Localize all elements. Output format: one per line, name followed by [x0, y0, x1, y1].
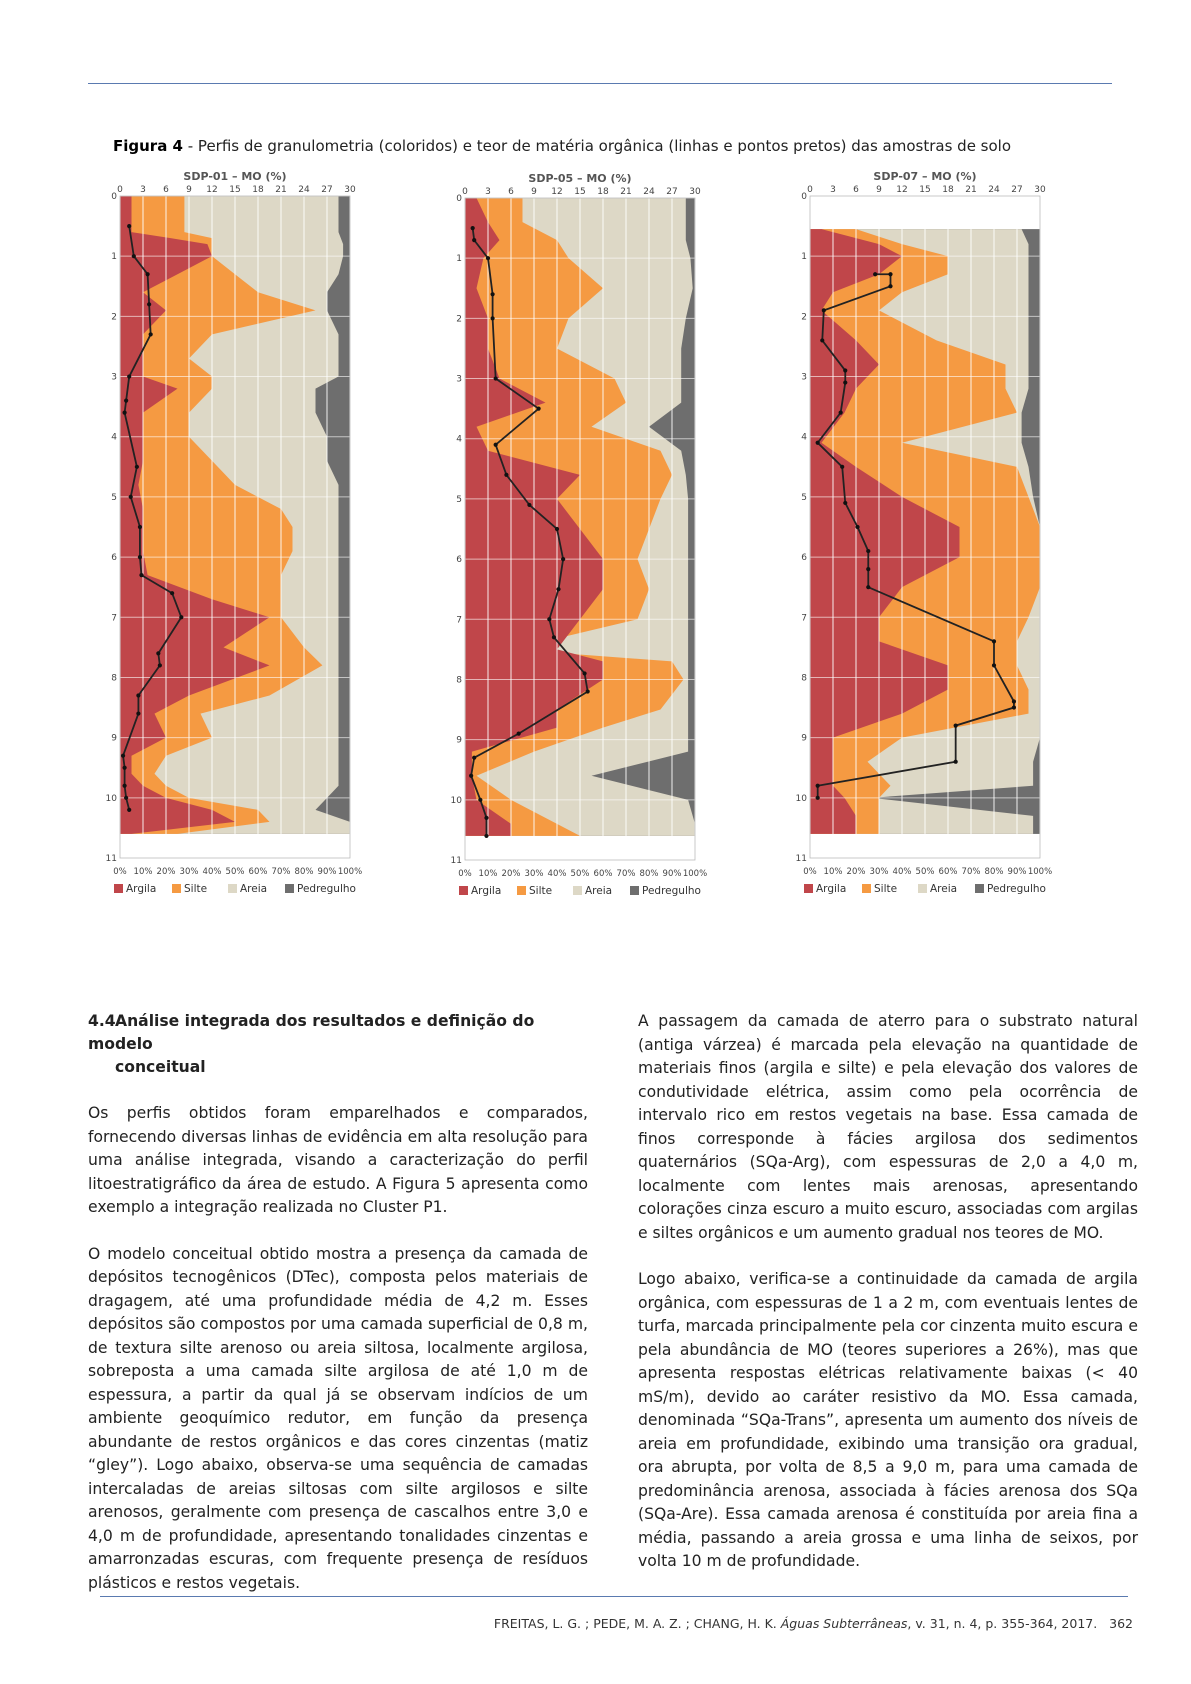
bottom-tick-label: 50%: [915, 867, 935, 877]
mo-point: [992, 639, 996, 643]
top-tick-label: 21: [275, 185, 287, 195]
top-tick-label: 12: [551, 187, 563, 197]
depth-tick-label: 2: [111, 312, 117, 323]
legend-label: Silte: [529, 885, 553, 897]
top-tick-label: 15: [919, 185, 931, 195]
bottom-tick-label: 10%: [823, 867, 843, 877]
bottom-tick-label: 60%: [248, 867, 268, 877]
legend-label: Silte: [874, 883, 898, 895]
legend-label: Argila: [471, 885, 502, 897]
depth-tick-label: 5: [111, 492, 117, 503]
mo-point: [124, 796, 128, 800]
legend-label: Areia: [240, 883, 268, 895]
mo-point: [179, 615, 183, 619]
section-title-line2: conceitual: [115, 1058, 206, 1076]
depth-tick-label: 8: [801, 673, 807, 684]
section-number: 4.4: [88, 1012, 116, 1030]
legend-label: Pedregulho: [987, 883, 1046, 895]
mo-point: [491, 292, 495, 296]
depth-tick-label: 6: [456, 555, 462, 566]
bottom-tick-label: 0%: [458, 869, 472, 879]
bottom-tick-label: 20%: [846, 867, 866, 877]
top-tick-label: 9: [876, 185, 882, 195]
bottom-tick-label: 40%: [892, 867, 912, 877]
mo-point: [843, 501, 847, 505]
mo-point: [954, 760, 958, 764]
bottom-tick-label: 60%: [938, 867, 958, 877]
mo-point: [149, 332, 153, 336]
figure-caption-text: - Perfis de granulometria (coloridos) e teor de matéria orgânica (linhas e pontos pretos) das amostras de solo: [182, 137, 1012, 155]
bottom-tick-label: 20%: [156, 867, 176, 877]
top-tick-label: 3: [830, 185, 836, 195]
legend-swatch: [114, 884, 123, 893]
top-tick-label: 0: [807, 185, 813, 195]
top-tick-label: 6: [163, 185, 169, 195]
depth-tick-label: 3: [801, 372, 807, 383]
depth-tick-label: 10: [105, 793, 117, 804]
mo-point: [840, 465, 844, 469]
depth-tick-label: 11: [105, 854, 117, 864]
top-tick-label: 9: [531, 187, 537, 197]
legend-swatch: [228, 884, 237, 893]
depth-tick-label: 5: [456, 494, 462, 505]
mo-point: [843, 368, 847, 372]
bottom-tick-label: 80%: [984, 867, 1004, 877]
mo-point: [135, 465, 139, 469]
bottom-tick-label: 80%: [294, 867, 314, 877]
footer-rule: [100, 1596, 1128, 1597]
depth-tick-label: 4: [801, 432, 807, 443]
top-tick-label: 30: [1034, 185, 1046, 195]
mo-point: [537, 407, 541, 411]
chart-title: SDP-05 – MO (%): [528, 172, 632, 185]
top-tick-label: 0: [462, 187, 468, 197]
mo-point: [139, 573, 143, 577]
depth-tick-label: 1: [456, 254, 462, 265]
mo-point: [561, 557, 565, 561]
mo-point: [816, 784, 820, 788]
mo-point: [472, 238, 476, 242]
top-tick-label: 21: [620, 187, 632, 197]
legend-swatch: [573, 886, 582, 895]
bottom-tick-label: 80%: [639, 869, 659, 879]
top-tick-label: 18: [252, 185, 264, 195]
mo-point: [121, 754, 125, 758]
legend-swatch: [630, 886, 639, 895]
mo-point: [504, 473, 508, 477]
footer-authors: FREITAS, L. G. ; PEDE, M. A. Z. ; CHANG, H. K.: [493, 1616, 781, 1631]
top-tick-label: 21: [965, 185, 977, 195]
legend-label: Argila: [126, 883, 157, 895]
legend-label: Pedregulho: [297, 883, 356, 895]
bottom-tick-label: 100%: [1027, 867, 1053, 877]
bottom-tick-label: 0%: [803, 867, 817, 877]
bottom-tick-label: 70%: [616, 869, 636, 879]
mo-point: [822, 308, 826, 312]
depth-tick-label: 10: [795, 793, 807, 804]
mo-point: [484, 834, 488, 838]
top-tick-label: 27: [666, 187, 678, 197]
mo-point: [469, 774, 473, 778]
chart-sdp-01: [105, 168, 385, 968]
page-footer: [494, 1616, 1133, 1631]
bottom-tick-label: 30%: [869, 867, 889, 877]
top-tick-label: 6: [508, 187, 514, 197]
mo-point: [527, 503, 531, 507]
mo-point: [1012, 699, 1016, 703]
header-rule: [88, 83, 1112, 84]
mo-point: [816, 796, 820, 800]
depth-tick-label: 2: [801, 312, 807, 323]
top-tick-label: 24: [988, 185, 1000, 195]
chart-sdp-05: [450, 170, 735, 970]
depth-tick-label: 9: [111, 733, 117, 744]
bottom-tick-label: 10%: [478, 869, 498, 879]
top-tick-label: 18: [597, 187, 609, 197]
paragraph: O modelo conceitual obtido mostra a presença da camada de depósitos tecnogênicos (DTec), composta pelos materiais de dragagem, até uma profundidade média de 4,2 m. Esses depósitos são compostos por uma camada superficial de 0,8 m, de textura silte arenoso ou areia siltosa, localmente argilosa, sobreposta a uma camada silte argilosa de até 1,0 m de espessura, a partir da qual já se observam indícios de um ambiente geoquímico redutor, em função da presença abundante de restos orgânicos e das cores cinzentas (matiz “gley”). Logo abaixo, observa-se uma sequência de camadas intercaladas de areias siltosas com silte argilosos e silte arenosos, geralmente com presença de cascalhos entre 3,0 e 4,0 m de profundidade, apresentando tonalidades cinzentas e amarronzadas escuras, com frequente presença de resíduos plásticos e restos vegetais.: [88, 1244, 588, 1592]
depth-tick-label: 11: [795, 854, 807, 864]
bottom-tick-label: 40%: [202, 867, 222, 877]
depth-tick-label: 4: [456, 434, 462, 445]
top-tick-label: 15: [229, 185, 241, 195]
depth-tick-label: 4: [111, 432, 117, 443]
legend-label: Pedregulho: [642, 885, 701, 897]
depth-tick-label: 9: [456, 735, 462, 746]
paragraph: Os perfis obtidos foram emparelhados e comparados, fornecendo diversas linhas de evidência em alta resolução para uma análise integrada, visando a caracterização do perfil litoestratigráfico da área de estudo. A Figura 5 apresenta como exemplo a integração realizada no Cluster P1.: [88, 1104, 588, 1216]
bottom-tick-label: 50%: [225, 867, 245, 877]
depth-tick-label: 1: [111, 252, 117, 263]
bottom-tick-label: 90%: [317, 867, 337, 877]
mo-point: [866, 549, 870, 553]
bottom-tick-label: 30%: [524, 869, 544, 879]
depth-tick-label: 11: [450, 856, 462, 866]
mo-point: [158, 663, 162, 667]
chart-title: SDP-01 – MO (%): [183, 170, 287, 183]
paragraph: A passagem da camada de aterro para o substrato natural (antiga várzea) é marcada pela elevação na quantidade de materiais finos (argila e silte) e pela elevação dos valores de condutividade elétrica, assim como pela ocorrência de intervalo rico em restos vegetais na base. Essa camada de finos corresponde à fácies argilosa dos sedimentos quaternários (SQa-Arg), com espessuras de 2,0 a 4,0 m, localmente com lentes mais arenosas, apresentando colorações cinza escuro a muito escuro, associadas com argilas e siltes orgânicos e um aumento gradual nos teores de MO.: [638, 1012, 1138, 1242]
mo-point: [839, 411, 843, 415]
top-tick-label: 3: [485, 187, 491, 197]
mo-point: [547, 617, 551, 621]
depth-tick-label: 3: [111, 372, 117, 383]
mo-point: [123, 766, 127, 770]
depth-tick-label: 7: [801, 613, 807, 624]
mo-point: [552, 635, 556, 639]
mo-point: [472, 756, 476, 760]
mo-point: [1012, 705, 1016, 709]
figure-label: Figura 4: [113, 137, 183, 155]
mo-point: [146, 272, 150, 276]
legend-swatch: [918, 884, 927, 893]
mo-point: [843, 380, 847, 384]
mo-point: [855, 525, 859, 529]
depth-tick-label: 0: [801, 192, 807, 202]
mo-point: [873, 272, 877, 276]
mo-point: [124, 399, 128, 403]
legend-swatch: [804, 884, 813, 893]
text-column-right: [638, 1010, 1138, 1597]
top-tick-label: 3: [140, 185, 146, 195]
top-tick-label: 12: [206, 185, 218, 195]
mo-point: [866, 585, 870, 589]
mo-point: [129, 495, 133, 499]
depth-tick-label: 5: [801, 492, 807, 503]
text-column-left: [88, 1010, 588, 1618]
mo-point: [127, 808, 131, 812]
mo-point: [170, 591, 174, 595]
depth-tick-label: 10: [450, 795, 462, 806]
bottom-tick-label: 40%: [547, 869, 567, 879]
legend-swatch: [285, 884, 294, 893]
bottom-tick-label: 30%: [179, 867, 199, 877]
depth-tick-label: 8: [456, 675, 462, 686]
bottom-tick-label: 20%: [501, 869, 521, 879]
footer-citation: , v. 31, n. 4, p. 355-364, 2017.: [907, 1616, 1098, 1631]
mo-point: [138, 525, 142, 529]
mo-point: [156, 651, 160, 655]
mo-point: [816, 441, 820, 445]
paragraph: Logo abaixo, verifica-se a continuidade da camada de argila orgânica, com espessuras de 1 a 2 m, com eventuais lentes de turfa, marcada principalmente pela cor cinzenta muito escura e pela abundância de MO (teores superiores a 26%), mas que apresenta respostas elétricas relativamente baixas (< 40 mS/m), devido ao caráter resistivo da MO. Essa camada, denominada “SQa-Trans”, apresenta um aumento dos níveis de areia em profundidade, exibindo uma transição ora gradual, ora abrupta, por volta de 8,5 a 9,0 m, para uma camada de predominância arenosa, associada à fácies arenosa dos SQa (SQa-Are). Essa camada arenosa é constituída por areia fina a média, passando a areia grossa e uma linha de seixos, por volta 10 m de profundidade.: [638, 1270, 1138, 1570]
bottom-tick-label: 70%: [271, 867, 291, 877]
bottom-tick-label: 50%: [570, 869, 590, 879]
legend-label: Silte: [184, 883, 208, 895]
top-tick-label: 24: [643, 187, 655, 197]
top-tick-label: 27: [321, 185, 333, 195]
depth-tick-label: 0: [111, 192, 117, 202]
section-heading: [88, 1010, 588, 1079]
top-tick-label: 30: [689, 187, 701, 197]
bottom-tick-label: 100%: [682, 869, 708, 879]
mo-point: [888, 272, 892, 276]
legend-label: Argila: [816, 883, 847, 895]
legend-swatch: [975, 884, 984, 893]
mo-point: [136, 711, 140, 715]
mo-point: [888, 284, 892, 288]
top-tick-label: 18: [942, 185, 954, 195]
mo-point: [478, 798, 482, 802]
mo-point: [484, 816, 488, 820]
top-tick-label: 12: [896, 185, 908, 195]
depth-tick-label: 7: [456, 615, 462, 626]
mo-point: [556, 587, 560, 591]
bottom-tick-label: 90%: [662, 869, 682, 879]
mo-point: [138, 555, 142, 559]
legend-label: Areia: [930, 883, 958, 895]
mo-point: [583, 671, 587, 675]
legend-swatch: [517, 886, 526, 895]
mo-point: [127, 374, 131, 378]
mo-point: [486, 256, 490, 260]
legend-swatch: [172, 884, 181, 893]
mo-point: [471, 226, 475, 230]
mo-point: [866, 567, 870, 571]
top-tick-label: 30: [344, 185, 356, 195]
legend-swatch: [862, 884, 871, 893]
depth-tick-label: 9: [801, 733, 807, 744]
bottom-tick-label: 60%: [593, 869, 613, 879]
top-tick-label: 6: [853, 185, 859, 195]
chart-title: SDP-07 – MO (%): [873, 170, 977, 183]
mo-point: [132, 254, 136, 258]
mo-point: [586, 689, 590, 693]
mo-point: [494, 376, 498, 380]
top-tick-label: 9: [186, 185, 192, 195]
mo-point: [517, 732, 521, 736]
footer-page-number: 362: [1109, 1616, 1133, 1631]
depth-tick-label: 3: [456, 374, 462, 385]
mo-point: [555, 527, 559, 531]
mo-point: [127, 224, 131, 228]
depth-tick-label: 6: [111, 553, 117, 564]
legend-label: Areia: [585, 885, 613, 897]
mo-point: [494, 443, 498, 447]
bottom-tick-label: 70%: [961, 867, 981, 877]
mo-point: [491, 316, 495, 320]
chart-sdp-07: [795, 168, 1080, 958]
mo-point: [954, 724, 958, 728]
mo-point: [992, 663, 996, 667]
depth-tick-label: 0: [456, 194, 462, 204]
section-title-line1: Análise integrada dos resultados e definição do modelo: [88, 1012, 535, 1053]
top-tick-label: 27: [1011, 185, 1023, 195]
figure-caption: [113, 137, 1011, 155]
bottom-tick-label: 100%: [337, 867, 363, 877]
depth-tick-label: 2: [456, 314, 462, 325]
top-tick-label: 24: [298, 185, 310, 195]
depth-tick-label: 6: [801, 553, 807, 564]
mo-point: [123, 784, 127, 788]
mo-point: [147, 302, 151, 306]
top-tick-label: 15: [574, 187, 586, 197]
legend-swatch: [459, 886, 468, 895]
top-tick-label: 0: [117, 185, 123, 195]
mo-point: [136, 693, 140, 697]
bottom-tick-label: 10%: [133, 867, 153, 877]
depth-tick-label: 1: [801, 252, 807, 263]
footer-journal: Águas Subterrâneas: [780, 1616, 908, 1631]
mo-point: [123, 411, 127, 415]
mo-point: [820, 338, 824, 342]
depth-tick-label: 7: [111, 613, 117, 624]
bottom-tick-label: 90%: [1007, 867, 1027, 877]
depth-tick-label: 8: [111, 673, 117, 684]
bottom-tick-label: 0%: [113, 867, 127, 877]
